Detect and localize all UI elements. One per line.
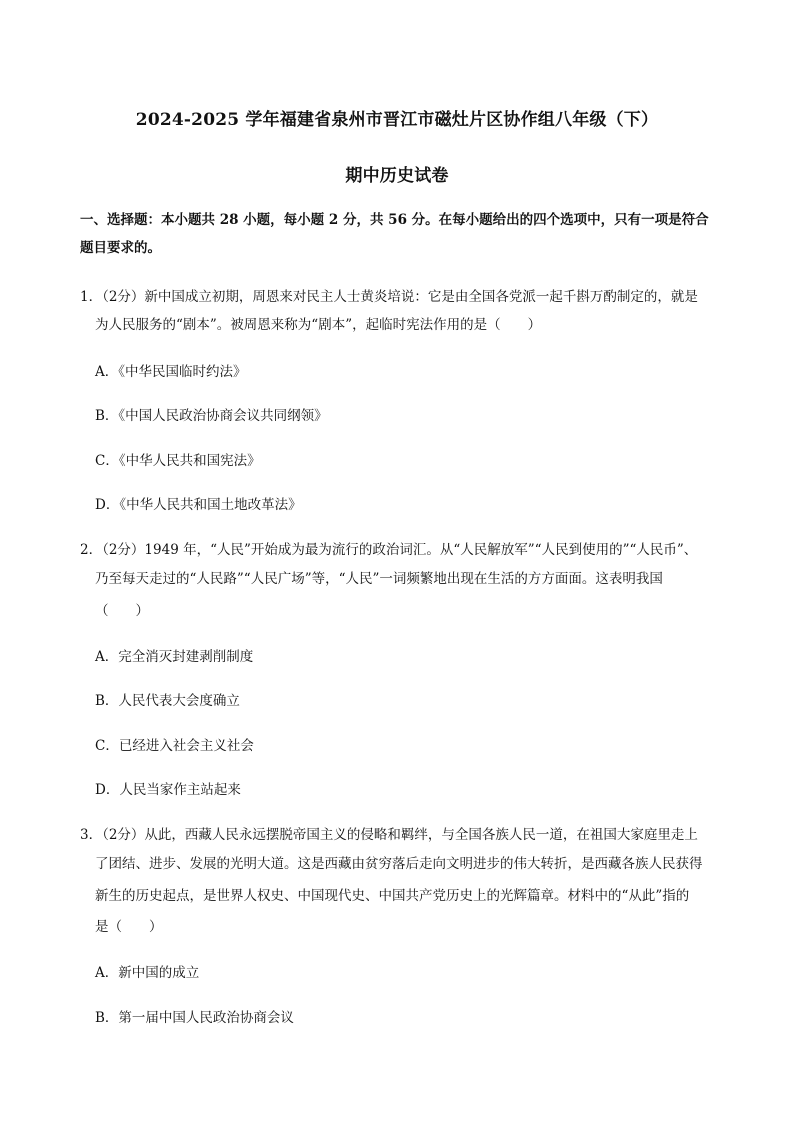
question-3-line-2: 了团结、进步、发展的光明大道。这是西藏由贫穷落后走向文明进步的伟大转折，是西藏各族人民获得 [95,856,703,872]
question-2-option-c[interactable]: C．已经进入社会主义社会 [95,738,254,754]
question-3-option-a[interactable]: A．新中国的成立 [95,965,200,981]
question-1-option-d[interactable]: D．《中华人民共和国土地改革法》 [95,497,302,513]
question-2-line-3: （ ） [95,603,149,619]
question-1-option-a[interactable]: A．《中华民国临时约法》 [95,364,247,380]
question-1-line-1: 1．（2分）新中国成立初期，周恩来对民主人士黄炎培说：它是由全国各党派一起千斟万酌制定的，就是 [80,289,698,305]
question-3-line-4: 是（ ） [95,919,163,935]
question-3-line-1: 3．（2分）从此，西藏人民永远摆脱帝国主义的侵略和羁绊，与全国各族人民一道，在祖国大家庭里走上 [80,827,698,843]
question-3-line-3: 新生的历史起点，是世界人权史、中国现代史、中国共产党历史上的光辉篇章。材料中的“从此”指的 [95,888,690,904]
question-2-option-d[interactable]: D．人民当家作主站起来 [95,782,241,798]
question-1-line-2: 为人民服务的“剧本”。被周恩来称为“剧本”，起临时宪法作用的是（ ） [95,317,542,333]
section-heading: 一、选择题：本小题共 28 小题，每小题 2 分，共 56 分。在每小题给出的四个选项中，只有一项是符合题目要求的。 [80,212,709,256]
question-2-option-b[interactable]: B．人民代表大会度确立 [95,693,240,709]
question-2-line-2: 乃至每天走过的“人民路”“人民广场”等，“人民”一词频繁地出现在生活的方方面面。这表明我国 [95,571,663,587]
exam-title: 2024-2025 学年福建省泉州市晋江市磁灶片区协作组八年级（下） [135,110,659,130]
question-2-option-a[interactable]: A．完全消灭封建剥削制度 [95,649,254,665]
question-1-option-b[interactable]: B．《中国人民政治协商会议共同纲领》 [95,408,328,424]
question-3-option-b[interactable]: B．第一届中国人民政治协商会议 [95,1010,294,1026]
exam-subtitle: 期中历史试卷 [345,166,449,186]
question-2-line-1: 2．（2分）1949 年，“人民”开始成为最为流行的政治词汇。从“人民解放军”“人民到使用的”“人民币”、 [80,542,698,558]
question-1-option-c[interactable]: C．《中华人民共和国宪法》 [95,453,261,469]
